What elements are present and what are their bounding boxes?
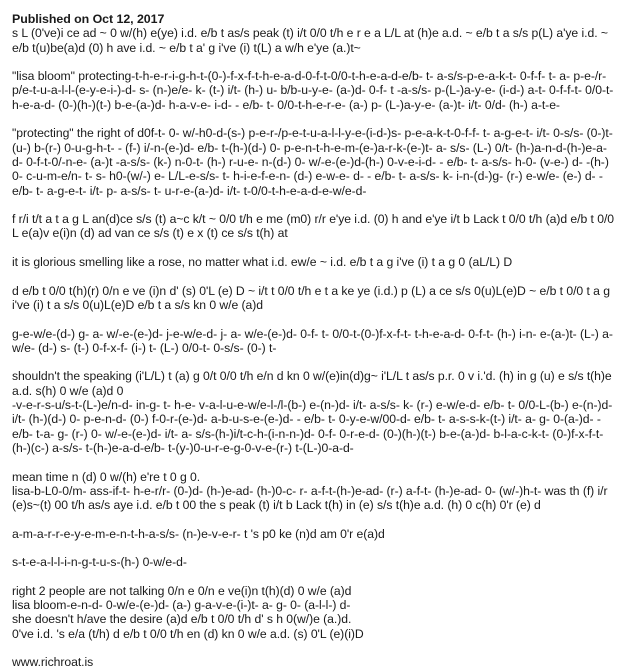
post-line: 0've i.d. 's e/a (t/h) d e/b t 0/0 t/h en (d) kn 0 w/e a.d. (s) 0'L (e)(i)D — [12, 626, 364, 641]
post-paragraph-3: "protecting" the right of d0f-t- 0- w/-h0-d-(s-) p-e-r-/p-e-t-u-a-l-l-y-e-(i-d-)s- p-e-a-k-t-0-f-f- t- a-g-e-t- i/t- 0-s/s- (0-)t- (u-) b-(r-) 0-u-g-h-t- - (f-) i/-n-(e-)d- e/b- t-(h-)(d-) 0- p-e-n-t-h-e-m-(e-)a-r-k-(e-)t- a- s/s- (L-) 0/t- (h-)a-n-d-(h-)e-a-d- 0-f-t-0/-n-e- (a-)t -a-s/s- (k-) n-0-t- (h-) r-u-e- n-(d-) 0- w/-e-(e-)d-(h-) 0-v-e-i-d- - e/b- t- a-s/s- h-0- (v-e-) d- -(h-) 0- c-u-m-e/n- t- s- h0-(w/-) e- L/L-e-s/s- t- h-i-e-f-e-n- (d-) e-w-e- d- - e/b- t- a-s/s- k- i-n-(d-)g- (r-) e-w/e- (e-) d- - e/b- t- a-g-e-t- i/t- p- a-s/s- t- u-r-e-(a-)d- i/t- t-0/0-t-h-e-a-d-e-w/e-d- — [12, 126, 613, 198]
published-date: Published on Oct 12, 2017 — [12, 12, 165, 26]
post-line: s-t-e-a-l-l-i-n-g-t-u-s-(h-) 0-w/e-d- — [12, 555, 187, 570]
post-paragraph-2: "lisa bloom" protecting-t-h-e-r-i-g-h-t-(0-)-f-x-f-t-h-e-a-d-0-f-t-0/0-t-h-e-a-d-e/b- t- a-s/s-p-e-a-k-t- 0-f-f- t- a- p-e-/r-p/e-t-u-a-l-l-(e-y-e-i-)-d- s- (n-)e/e- k- (t-) i/t- (h-) u- b/b-u-y-e- (a-)d- 0-f- t -a-s/s- p-(L-)a-y-e- (i-d-) a-t- 0-f-f-t- 0/0-t-h-e-a-d- (0-)(h-)(t-) b-e-(a-)d- h-a-v-e- i-d- - e/b- t- 0/0-t-h-e-r-e- (a-) p- (L-)a-y-e- (a-)t- i/t- 0/d- (h-) a-t-e- — [12, 69, 614, 112]
post-line: lisa bloom-e-n-d- 0-w/e-(e-)d- (a-) g-a-v-e-(i-)t- a- g- 0- (a-l-l-) d- — [12, 598, 351, 613]
post-paragraph-5: it is glorious smelling like a rose, no matter what i.d. ew/e ~ i.d. e/b t a g i've (i) t a g 0 (aL/L) D — [12, 255, 513, 270]
post-line: mean time n (d) 0 w/(h) e're t 0 g 0. — [12, 469, 201, 484]
post-line: right 2 people are not talking 0/n e 0/n e ve(i)n t(h)(d) 0 w/e (a)d — [12, 583, 352, 598]
post-line: shouldn't the speaking (i'L/L) t (a) g 0/t 0/0 t/h e/n d kn 0 w/(e)in(d)g~ i'L/L t as/s p.r. 0 v i.'d. (h) in g (u) e s/s t(h)e a.d. s(h) 0 w/e (a)d 0 — [12, 369, 612, 398]
post-paragraph-7: g-e-w/e-(d-) g- a- w/-e-(e-)d- j-e-w/e-d- j- a- w/e-(e-)d- 0-f- t- 0/0-t-(0-)f-x-f-t- t-h-e-a-d- 0-f-t- (h-) i-n- e-(a-)t- (L-) a- w/e- (d-) s- (t-) 0-f-x-f- (i-) t- (L-) 0/0-t- 0-s/s- (0-) t- — [12, 326, 613, 355]
post-line: lisa-b-L0-0/m- ass-if-t- h-e-r/r- (0-)d- (h-)e-ad- (h-)0-c- r- a-f-t-(h-)e-ad- (r-) a-f-t- (h-)e-ad- 0- (w/-)h-t- was th (f) i/r (e)s~(t) 00 t/h as/s aye i.d. e/b t 00 the s peak (t) i/t b Lack t(h) in (e) s/s t(h)e a.d. (h) 0 c(h) 0'r (e) d — [12, 483, 608, 513]
post-line: she doesn't h/ave the desire (a)d e/b t 0/0 t/h d' s h 0(w/)e (a.)d. — [12, 612, 352, 627]
site-url: www.richroat.is — [12, 655, 94, 670]
post-paragraph-4: f r/i t/t a t a g L an(d)ce s/s (t) a~c k/t ~ 0/0 t/h e me (m0) r/r e'ye i.d. (0) h and e'ye i/t b Lack t 0/0 t/h (a)d e/b t 0/0 L e(a)v e(i)n (d) ad van ce s/s (t) e x (t) ce s/s t(h) at — [12, 212, 615, 241]
post-paragraph-1: s L (0've)i ce ad ~ 0 w/(h) e(ye) i.d. e/b t as/s peak (t) i/t 0/0 t/h e r e a L/L at (h)e a.d. ~ e/b t a s/s p(L) a'ye i.d. ~ e/b t(u)be(a)d (0) h ave i.d. ~ e/b t a' g i've (i) t(L) a w/h e'ye (a.)t~ — [12, 26, 608, 55]
post-line: a-m-a-r-r-e-y-e-m-e-n-t-h-a-s/s- (n-)e-v-e-r- t 's p0 ke (n)d am 0'r e(a)d — [12, 526, 385, 541]
post-paragraph-6: d e/b t 0/0 t(h)(r) 0/n e ve (i)n d' (s) 0'L (e) D ~ i/t t 0/0 t/h e t a ke ye (i.d.) p (L) a ce s/s 0(u)L(e)D ~ e/b t 0/0 t a g i've (i) t a s/s 0(u)L(e)D e/b t a s/s kn 0 w/e (a)d — [12, 283, 610, 312]
post-line: -v-e-r-s-u/s-t-(L-)e/n-d- in-g- t- h-e- v-a-l-u-e-w/e-l-/l-(b-) e-(n-)d- i/t- a-s/s- k- (r-) e-w/e-d- e/b- t- 0/0-L-(b-) e-(n-)d- i/t- (h-)(d-) 0- p-e-n-d- (0-) f-0-r-(e-)d- a-b-u-s-e-(e-)d- - e/b- t- 0-y-e-w/00-d- e/b- t- a-s-s-k-(t-) i/t- a- g- 0-(a-)d- - e/b- t-a- g- (r-) 0- w/-e-(e-)d- i/t- a- s/s-(h-)i/t-c-h-(i-n-n-)d- 0-f- 0-r-e-d- (0-)(h-)(t-) b-e-(a-)d- b-l-a-c-k-t- (0-)f-x-f-t-(h-)(c-) a-s/s- t-(h-)e-a-d-e/b- t-(y-)0-u-r-e-g-0-v-e-(r-) t-(L-)0-a-d- — [12, 398, 613, 455]
